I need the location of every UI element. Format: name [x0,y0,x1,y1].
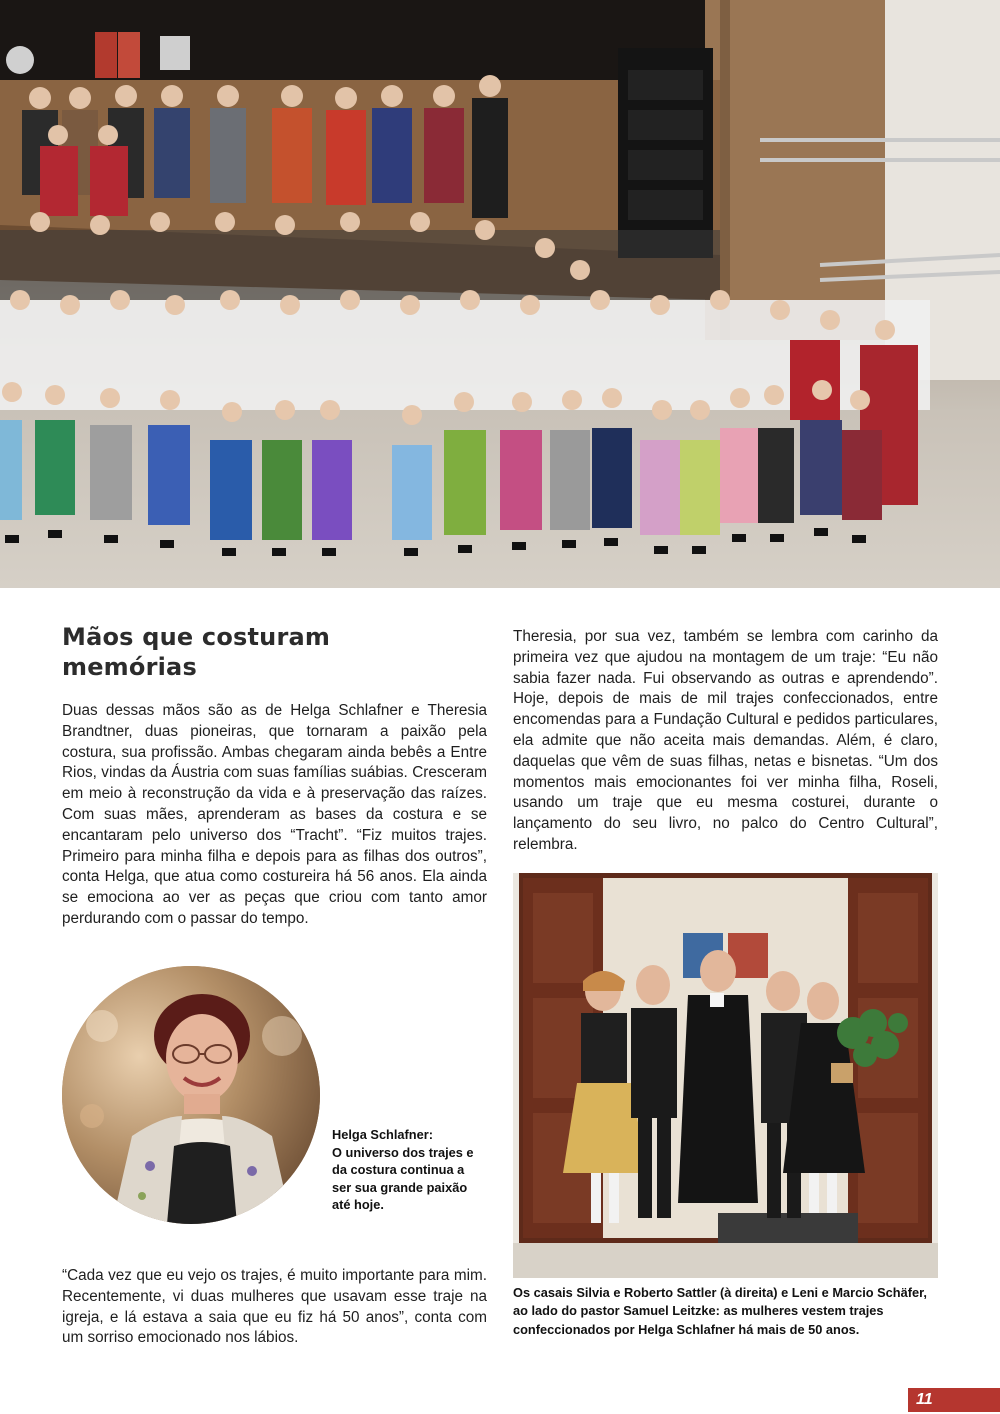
hero-group-photo [0,0,1000,588]
article-title-line-1: Mãos que costuram [62,623,331,651]
paragraph-helga-theresia: Duas dessas mãos são as de Helga Schlafner e Theresia Brandtner, duas pioneiras, que tornaram a paixão pela costura, sua profissão. Ambas chegaram ainda bebês a Entre Rios, vindas da Áustria com suas famílias suábias. Cresceram em meio à reconstrução da vida e à preservação das raízes. Com suas mães, aprenderam as bases da costura e se encantaram pelo universo dos “Tracht”. “Fiz muitos trajes. Primeiro para minha filha e depois para as filhas dos outros”, conta Helga, que atua como costureira há 56 anos. Ela ainda se emociona ao ver as peças que criou com tanto amor perdurando com o passar do tempo. [62,702,487,927]
paragraph-theresia: Theresia, por sua vez, também se lembra com carinho da primeira vez que ajudou na montagem de um traje: “Eu não sabia fazer nada. Fui observando as outras e aprendendo”. Hoje, depois de mais de mil trajes confeccionados, entre encomendas para a Fundação Cultural e pedidos particulares, ela admite que não aceita mais demandas. Além, é claro, daquelas que vêm de suas filhas, netas e bisnetas. “Um dos momentos mais emocionantes foi ver minha filha, Roseli, usando um traje que eu mesma costurei, durante o lançamento do seu livro, no palco do Centro Cultural”, relembra. [513,628,938,853]
helga-portrait-illustration [62,966,320,1224]
paragraph-helga-quote: “Cada vez que eu vejo os trajes, é muito importante para mim. Recentemente, vi duas mulheres que usavam esse traje na igreja, e lá estava a saia que eu fiz há 50 anos”, conta com um sorriso emocionado nos lábios. [62,1267,487,1347]
church-door-caption: Os casais Silvia e Roberto Sattler (à direita) e Leni e Marcio Schäfer, ao lado do pastor Samuel Leitzke: as mulheres vestem trajes confeccionados por Helga Schlafner há mais de 50 anos. [513,1285,927,1337]
article-title [62,622,462,682]
hero-photo-illustration [0,0,1000,588]
page-number: 11 [908,1388,1000,1412]
church-door-illustration [513,873,938,1278]
church-door-photo [513,873,938,1278]
helga-caption-name: Helga Schlafner: [332,1127,433,1142]
helga-portrait-photo [62,966,320,1224]
article-title-line-2: memórias [62,653,197,681]
helga-photo-caption [332,1126,482,1214]
helga-caption-text: O universo dos trajes e da costura continua a ser sua grande paixão até hoje. [332,1144,474,1213]
